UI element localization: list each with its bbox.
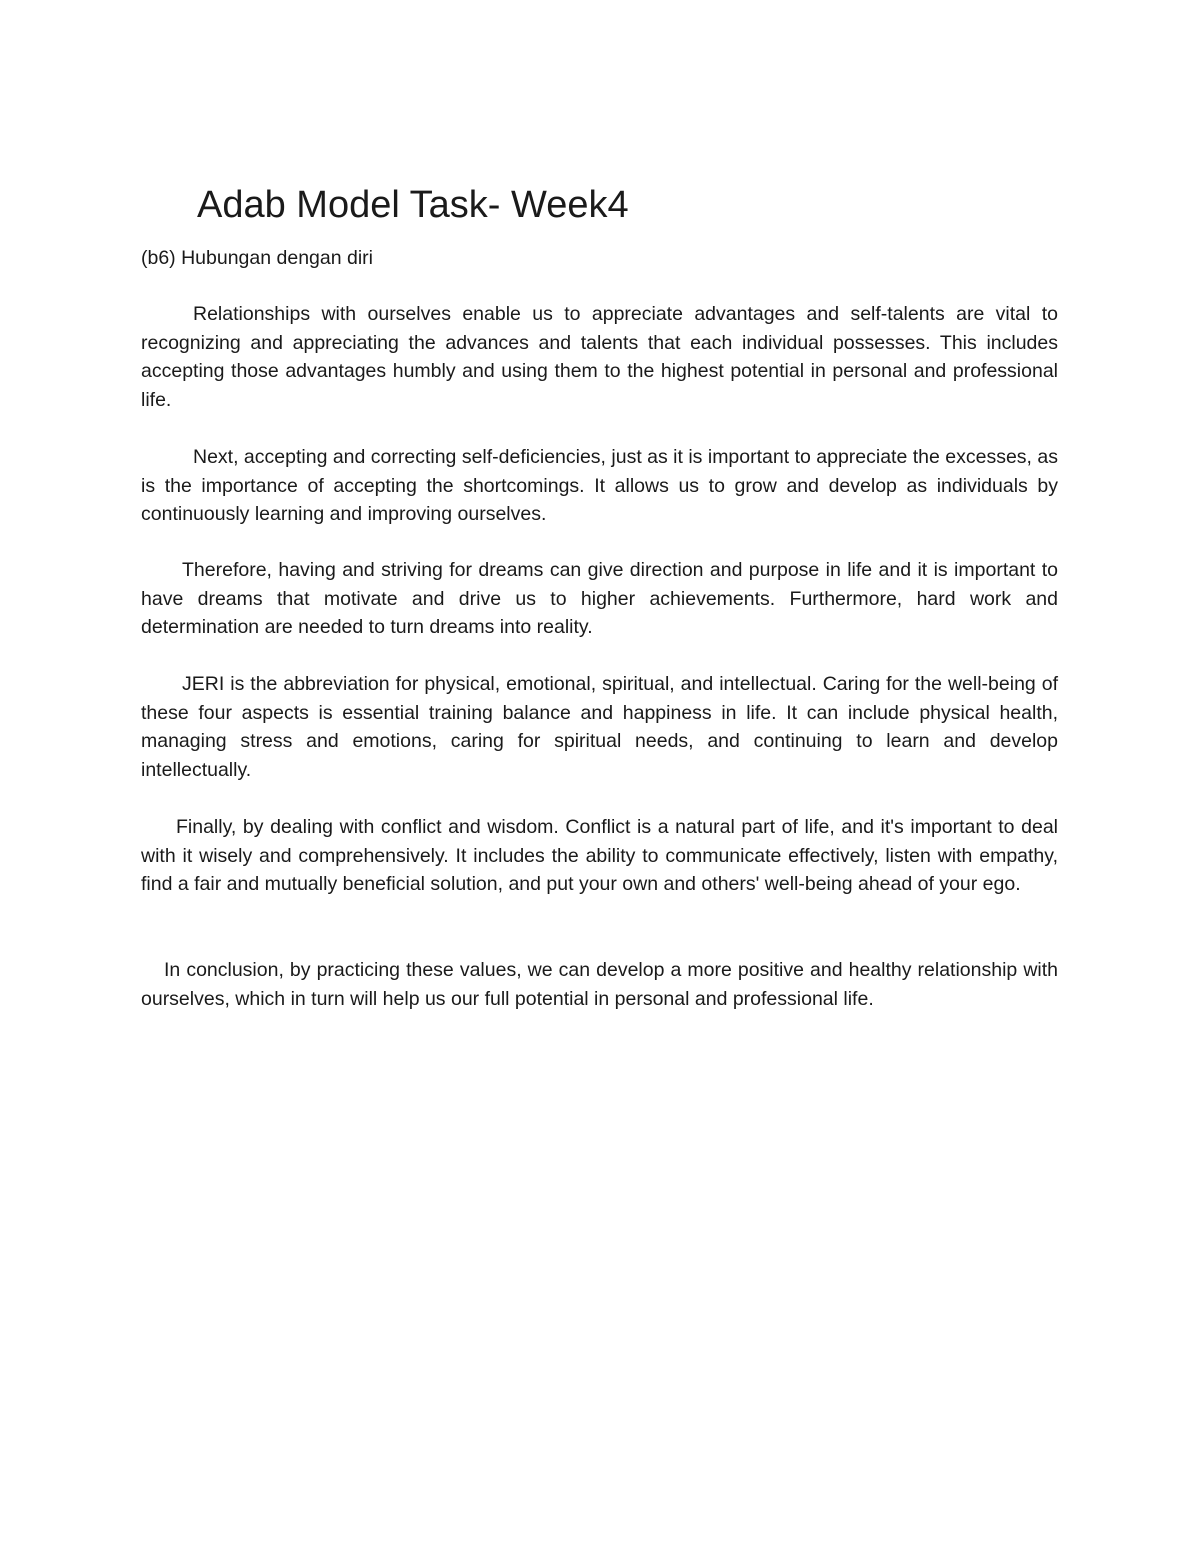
paragraph-jeri: JERI is the abbreviation for physical, emotional, spiritual, and intellectual. Caring for the well-being of these four aspects is essential training balance and happiness in life. It can include physical health, managing stress and emotions, caring for spiritual needs, and continuing to learn and develop intellectually.	[141, 673, 1058, 781]
section-heading: (b6) Hubungan dengan diri	[141, 247, 374, 269]
paragraph-dreams: Therefore, having and striving for dreams can give direction and purpose in life and it is important to have dreams that motivate and drive us to higher achievements. Furthermore, hard work and determination are needed to turn dreams into reality.	[141, 559, 1058, 639]
paragraph-conclusion: In conclusion, by practicing these values, we can develop a more positive and healthy relationship with ourselves, which in turn will help us our full potential in personal and professional life.	[141, 959, 1058, 1010]
paragraph-conflict: Finally, by dealing with conflict and wisdom. Conflict is a natural part of life, and it's important to deal with it wisely and comprehensively. It includes the ability to communicate effectively, listen with empathy, find a fair and mutually beneficial solution, and put your own and others' well-being ahead of your ego.	[141, 816, 1058, 896]
document-title: Adab Model Task- Week4	[197, 184, 629, 226]
paragraph-relationships: Relationships with ourselves enable us to appreciate advantages and self-talents are vital to recognizing and appreciating the advances and talents that each individual possesses. This includes accepting those advantages humbly and using them to the highest potential in personal and professional life.	[141, 303, 1058, 411]
paragraph-self-deficiencies: Next, accepting and correcting self-deficiencies, just as it is important to appreciate the excesses, as is the importance of accepting the shortcomings. It allows us to grow and develop as individuals by continuously learning and improving ourselves.	[141, 446, 1058, 526]
